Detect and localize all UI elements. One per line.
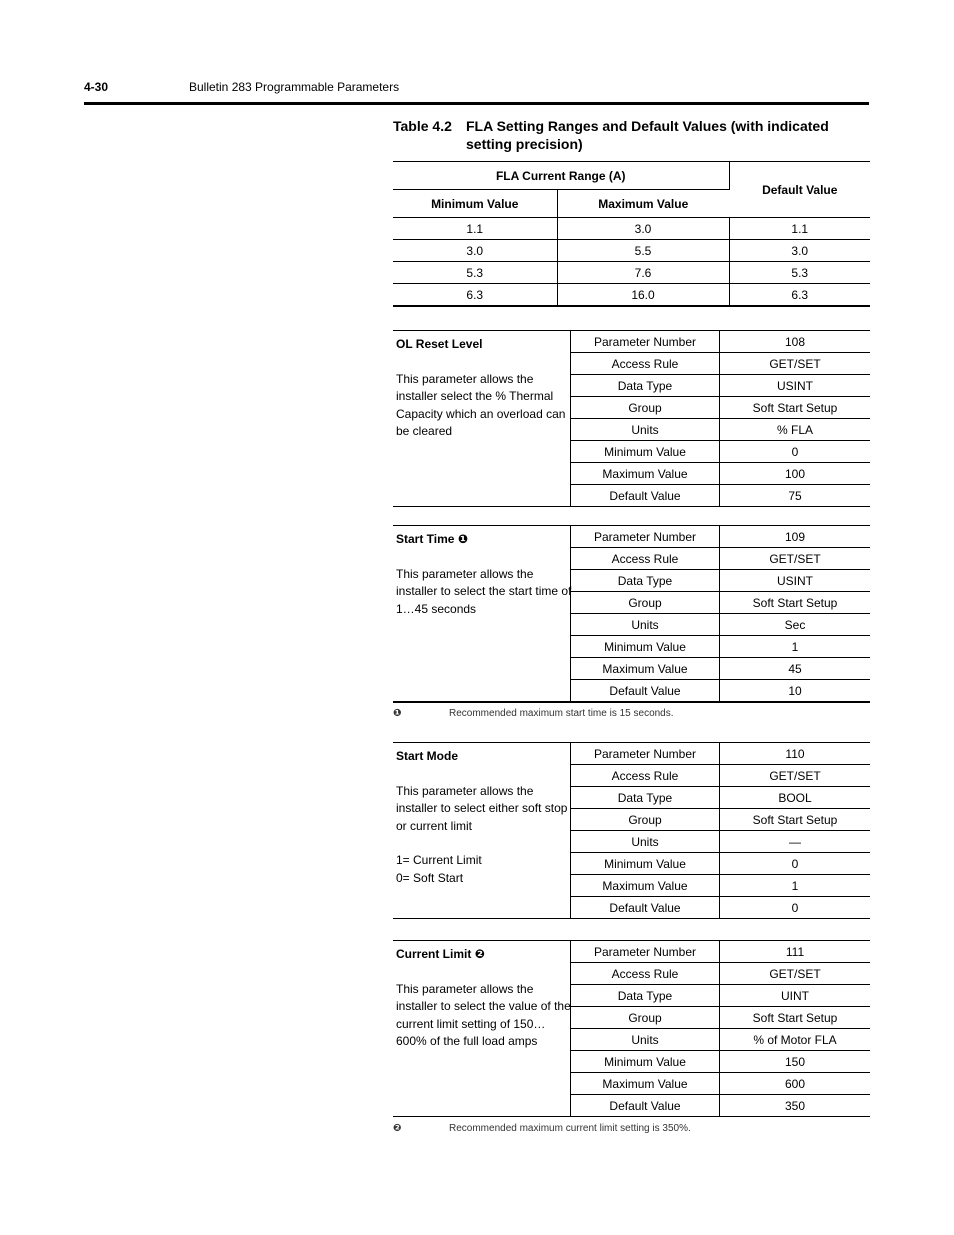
value-units: Sec bbox=[720, 614, 871, 636]
param-table bbox=[571, 526, 870, 701]
block-rule bbox=[393, 918, 870, 919]
label-units: Units bbox=[571, 1029, 720, 1051]
value-units: % FLA bbox=[720, 419, 871, 441]
cell-default: 1.1 bbox=[729, 218, 870, 240]
param-description bbox=[393, 743, 571, 918]
value-minimum-value: 0 bbox=[720, 853, 871, 875]
page-header bbox=[84, 80, 869, 102]
table-row bbox=[571, 765, 870, 787]
param-table bbox=[571, 331, 870, 506]
value-maximum-value: 45 bbox=[720, 658, 871, 680]
table-row bbox=[571, 331, 870, 353]
param-table bbox=[571, 743, 870, 918]
table-row bbox=[571, 831, 870, 853]
page-header-title: Bulletin 283 Programmable Parameters bbox=[189, 80, 400, 94]
param-description-text: This parameter allows the installer select the % Thermal Capacity which an overload can be cleared bbox=[396, 372, 566, 439]
value-parameter-number: 108 bbox=[720, 331, 871, 353]
table-row bbox=[571, 1073, 870, 1095]
table-row bbox=[571, 570, 870, 592]
table-row bbox=[571, 941, 870, 963]
label-data-type: Data Type bbox=[571, 570, 720, 592]
cell-default: 6.3 bbox=[729, 284, 870, 307]
label-data-type: Data Type bbox=[571, 787, 720, 809]
label-maximum-value: Maximum Value bbox=[571, 658, 720, 680]
label-parameter-number: Parameter Number bbox=[571, 331, 720, 353]
value-parameter-number: 109 bbox=[720, 526, 871, 548]
footnote-marker: ❶ bbox=[393, 708, 402, 719]
label-units: Units bbox=[571, 614, 720, 636]
label-units: Units bbox=[571, 419, 720, 441]
value-maximum-value: 100 bbox=[720, 463, 871, 485]
cell-min: 5.3 bbox=[393, 262, 557, 284]
table-caption-text: FLA Setting Ranges and Default Values (with indicated setting precision) bbox=[466, 118, 829, 152]
value-units: % of Motor FLA bbox=[720, 1029, 871, 1051]
value-parameter-number: 110 bbox=[720, 743, 871, 765]
param-option-text: 0= Soft Start bbox=[396, 870, 464, 885]
footnote-marker: ❶ bbox=[457, 532, 468, 546]
table-row bbox=[393, 240, 870, 262]
param-description bbox=[393, 331, 571, 506]
param-table bbox=[571, 941, 870, 1116]
value-data-type: USINT bbox=[720, 375, 871, 397]
cell-max: 7.6 bbox=[557, 262, 729, 284]
maximum-value-header: Maximum Value bbox=[557, 190, 729, 218]
param-title: Current Limit bbox=[396, 947, 472, 961]
label-maximum-value: Maximum Value bbox=[571, 1073, 720, 1095]
table-row bbox=[571, 743, 870, 765]
default-value-header: Default Value bbox=[729, 162, 870, 218]
value-minimum-value: 0 bbox=[720, 441, 871, 463]
value-group: Soft Start Setup bbox=[720, 809, 871, 831]
label-maximum-value: Maximum Value bbox=[571, 463, 720, 485]
table-row bbox=[571, 419, 870, 441]
label-minimum-value: Minimum Value bbox=[571, 636, 720, 658]
param-description bbox=[393, 526, 571, 701]
table-row bbox=[571, 680, 870, 702]
table-row bbox=[393, 218, 870, 240]
table-row bbox=[571, 1029, 870, 1051]
table-row bbox=[571, 1051, 870, 1073]
label-group: Group bbox=[571, 397, 720, 419]
label-units: Units bbox=[571, 831, 720, 853]
table-row bbox=[571, 397, 870, 419]
value-default-value: 350 bbox=[784, 1098, 806, 1113]
value-access-rule: GET/SET bbox=[720, 548, 871, 570]
param-title: Start Time bbox=[396, 532, 455, 546]
label-group: Group bbox=[571, 809, 720, 831]
param-title: Start Mode bbox=[396, 749, 459, 763]
table-row bbox=[571, 353, 870, 375]
param-title: OL Reset Level bbox=[396, 337, 483, 351]
cell-min: 1.1 bbox=[393, 218, 557, 240]
label-maximum-value: Maximum Value bbox=[571, 875, 720, 897]
table-row bbox=[571, 658, 870, 680]
cell-max: 3.0 bbox=[557, 218, 729, 240]
table-row bbox=[571, 614, 870, 636]
table-row bbox=[571, 963, 870, 985]
label-minimum-value: Minimum Value bbox=[571, 441, 720, 463]
fla-table bbox=[393, 161, 870, 307]
value-units: — bbox=[720, 831, 871, 853]
footnote-text: Recommended maximum current limit setting is 350%. bbox=[449, 1123, 691, 1134]
cell-min: 3.0 bbox=[393, 240, 557, 262]
label-access-rule: Access Rule bbox=[571, 963, 720, 985]
page-number: 4-30 bbox=[84, 80, 109, 94]
value-data-type: USINT bbox=[720, 570, 871, 592]
table-row bbox=[571, 548, 870, 570]
cell-default: 5.3 bbox=[729, 262, 870, 284]
label-default-value: Default Value bbox=[571, 680, 720, 702]
header-rule bbox=[84, 102, 869, 105]
block-rule bbox=[393, 701, 870, 703]
cell-default: 3.0 bbox=[729, 240, 870, 262]
table-id: Table 4.2 bbox=[393, 118, 452, 134]
value-maximum-value: 1 bbox=[720, 875, 871, 897]
block-rule bbox=[393, 506, 870, 507]
table-row bbox=[571, 897, 870, 919]
table-row bbox=[571, 463, 870, 485]
table-row bbox=[571, 875, 870, 897]
value-default-value: 75 bbox=[788, 488, 802, 503]
value-minimum-value: 150 bbox=[720, 1051, 871, 1073]
param-block-current-limit bbox=[393, 941, 870, 1116]
table-row bbox=[571, 636, 870, 658]
value-default-value: 0 bbox=[791, 900, 799, 915]
table-row bbox=[571, 787, 870, 809]
label-group: Group bbox=[571, 1007, 720, 1029]
value-access-rule: GET/SET bbox=[720, 765, 871, 787]
cell-min: 6.3 bbox=[393, 284, 557, 307]
label-parameter-number: Parameter Number bbox=[571, 526, 720, 548]
value-group: Soft Start Setup bbox=[720, 1007, 871, 1029]
param-block-start-time bbox=[393, 526, 870, 701]
footnote-marker: ❷ bbox=[474, 947, 485, 961]
value-group: Soft Start Setup bbox=[720, 592, 871, 614]
label-data-type: Data Type bbox=[571, 375, 720, 397]
footnote-text: Recommended maximum start time is 15 seconds. bbox=[449, 708, 674, 719]
label-group: Group bbox=[571, 592, 720, 614]
value-minimum-value: 1 bbox=[720, 636, 871, 658]
label-parameter-number: Parameter Number bbox=[571, 941, 720, 963]
value-data-type: BOOL bbox=[720, 787, 871, 809]
label-data-type: Data Type bbox=[571, 985, 720, 1007]
param-block-ol-reset-level bbox=[393, 331, 870, 506]
label-access-rule: Access Rule bbox=[571, 548, 720, 570]
footnote-marker: ❷ bbox=[393, 1123, 402, 1134]
value-parameter-number: 111 bbox=[720, 941, 871, 963]
minimum-value-header: Minimum Value bbox=[393, 190, 557, 218]
table-row bbox=[393, 262, 870, 284]
label-access-rule: Access Rule bbox=[571, 353, 720, 375]
param-description bbox=[393, 941, 571, 1116]
table-row bbox=[571, 375, 870, 397]
param-block-start-mode bbox=[393, 743, 870, 918]
cell-max: 16.0 bbox=[557, 284, 729, 307]
param-option-text: 1= Current Limit bbox=[396, 853, 482, 868]
label-minimum-value: Minimum Value bbox=[571, 853, 720, 875]
value-maximum-value: 600 bbox=[720, 1073, 871, 1095]
table-row bbox=[571, 1007, 870, 1029]
value-default-value: 10 bbox=[788, 683, 802, 698]
table-row bbox=[571, 441, 870, 463]
table-row bbox=[571, 592, 870, 614]
table-row bbox=[571, 809, 870, 831]
table-row bbox=[571, 853, 870, 875]
label-parameter-number: Parameter Number bbox=[571, 743, 720, 765]
value-access-rule: GET/SET bbox=[720, 353, 871, 375]
label-default-value: Default Value bbox=[571, 485, 720, 507]
param-description-text: This parameter allows the installer to select the value of the current limit setting of 150…600% of the full load amps bbox=[396, 982, 571, 1049]
label-default-value: Default Value bbox=[571, 897, 720, 919]
label-access-rule: Access Rule bbox=[571, 765, 720, 787]
block-rule bbox=[393, 1116, 870, 1117]
value-group: Soft Start Setup bbox=[720, 397, 871, 419]
table-row bbox=[393, 284, 870, 307]
table-row bbox=[571, 1095, 870, 1117]
fla-range-header: FLA Current Range (A) bbox=[393, 162, 729, 190]
table-row bbox=[571, 485, 870, 507]
param-description-text: This parameter allows the installer to select either soft stop or current limit bbox=[396, 784, 568, 833]
cell-max: 5.5 bbox=[557, 240, 729, 262]
table-row bbox=[571, 526, 870, 548]
value-data-type: UINT bbox=[720, 985, 871, 1007]
label-default-value: Default Value bbox=[571, 1095, 720, 1117]
label-minimum-value: Minimum Value bbox=[571, 1051, 720, 1073]
param-description-text: This parameter allows the installer to select the start time of 1…45 seconds bbox=[396, 567, 572, 616]
table-row bbox=[571, 985, 870, 1007]
value-access-rule: GET/SET bbox=[720, 963, 871, 985]
